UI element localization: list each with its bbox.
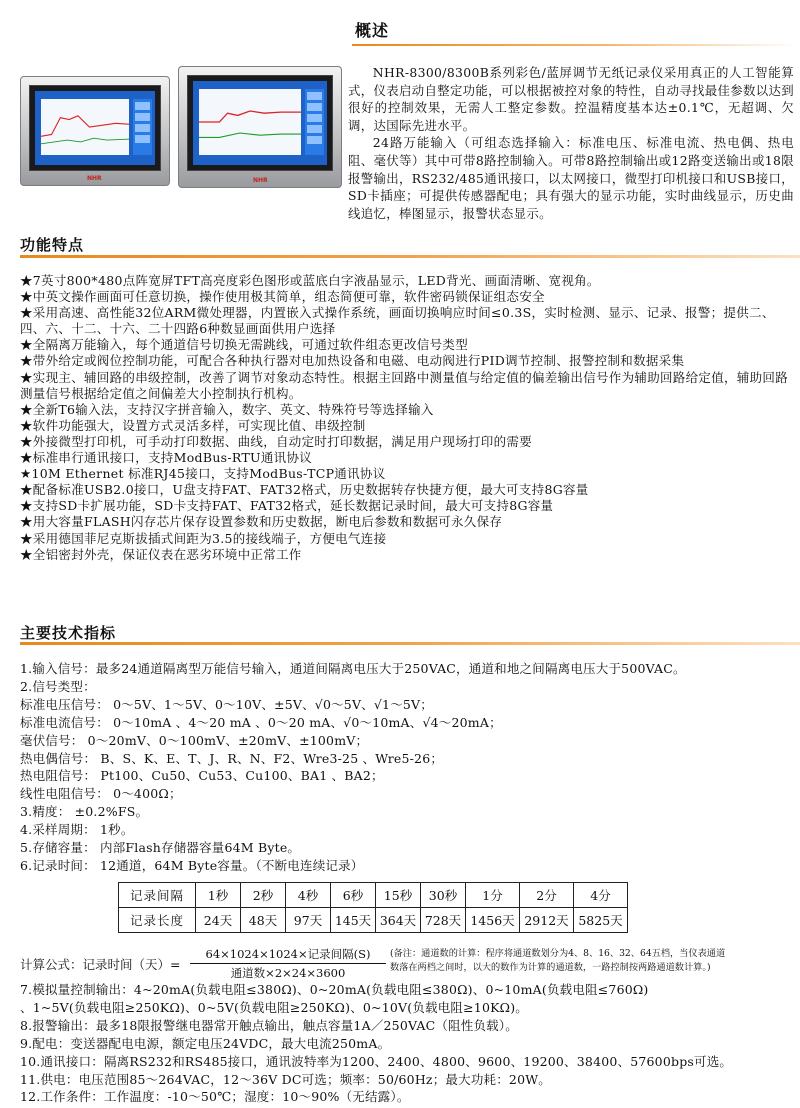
spec-line: 热电阻信号： Pt100、Cu50、Cu53、Cu100、BA1 、BA2； bbox=[20, 768, 384, 784]
spec-line: 8.报警输出：最多18限报警继电器常开触点输出，触点容量1A／250VAC（阻性负载）。 bbox=[20, 1017, 518, 1033]
specs-list bbox=[20, 660, 798, 875]
feature-item: ★全新T6输入法，支持汉字拼音输入，数字、英文、特殊符号等选择输入 bbox=[20, 401, 434, 417]
feature-item: ★配备标准USB2.0接口，U盘支持FAT、FAT32格式，历史数据转存快捷方便，最大可支持8G容量 bbox=[20, 482, 589, 498]
spec-line: 标准电压信号： 0～5V、1～5V、0～10V、±5V、√0～5V、√1～5V； bbox=[20, 696, 433, 712]
formula-denominator: 通道数×2×24×3600 bbox=[230, 966, 346, 980]
overview-paragraph: NHR-8300/8300B系列彩色/蓝屏调节无纸记录仪采用真正的人工智能算式，仪表启动自整定功能，可以根据被控对象的特性，自动寻找最佳参数以达到很好的控制效果，无需人工整定参数。控温精度基本达±0.1℃，无超调、欠调，达国际先进水平。 bbox=[348, 65, 794, 133]
table-cell: 728天 bbox=[421, 908, 466, 933]
specs-list-continued bbox=[20, 981, 798, 1106]
record-time-table bbox=[118, 882, 628, 933]
feature-item: ★10M Ethernet 标准RJ45接口，支持ModBus-TCP通讯协议 bbox=[20, 466, 386, 482]
formula-note-line: (备注：通道数的计算：程序将通道数划分为4、8、16、32、64五档，当仪表通道 bbox=[390, 948, 726, 959]
formula-lead: 计算公式：记录时间（天）= bbox=[20, 957, 181, 972]
formula-note bbox=[390, 947, 798, 975]
spec-line: 7.模拟量控制输出：4~20mA(负载电阻≤380Ω)、0~20mA(负载电阻≤380Ω)、0~10mA(负载电阻≤760Ω) bbox=[20, 982, 649, 997]
feature-item: ★支持SD卡扩展功能，SD卡支持FAT、FAT32格式，延长数据记录时间，最大可支持8G容量 bbox=[20, 498, 554, 514]
spec-line: 热电偶信号： B、S、K、E、T、J、R、N、F2、Wre3-25 、Wre5-26； bbox=[20, 750, 444, 766]
spec-line: 毫伏信号： 0～20mV、0～100mV、±20mV、±100mV； bbox=[20, 732, 369, 748]
table-cell: 6秒 bbox=[331, 883, 376, 908]
table-cell: 1分 bbox=[466, 883, 520, 908]
overview-divider bbox=[352, 44, 800, 46]
spec-line: 11.供电：电压范围85～264VAC，12～36V DC可选；频率：50/60Hz；最大功耗：20W。 bbox=[20, 1071, 551, 1087]
feature-item: ★全隔离万能输入，每个通道信号切换无需跳线，可通过软件组态更改信号类型 bbox=[20, 337, 469, 353]
feature-item: ★全铝密封外壳，保证仪表在恶劣环境中正常工作 bbox=[20, 546, 302, 562]
features-list bbox=[20, 273, 794, 563]
device-logo: NHR bbox=[87, 175, 102, 182]
spec-line: 2.信号类型： bbox=[20, 678, 96, 694]
features-divider bbox=[20, 255, 800, 258]
feature-item: ★7英寸800*480点阵宽屏TFT高亮度彩色图形或蓝底白字液晶显示，LED背光、画面清晰、宽视角。 bbox=[20, 273, 600, 288]
spec-line: 1.输入信号：最多24通道隔离型万能信号输入，通道间隔离电压大于250VAC，通道和地之间隔离电压大于500VAC。 bbox=[20, 661, 686, 676]
overview-body bbox=[348, 64, 794, 222]
recorder-device-left bbox=[20, 76, 170, 186]
table-row bbox=[119, 908, 628, 933]
table-header-cell: 记录长度 bbox=[119, 908, 196, 933]
feature-item: ★软件功能强大，设置方式灵活多样，可实现比值、串级控制 bbox=[20, 417, 366, 433]
spec-line: 标准电流信号： 0～10mA 、4～20 mA 、0～20 mA、√0～10mA、√4～20mA； bbox=[20, 714, 502, 730]
table-cell: 48天 bbox=[241, 908, 286, 933]
feature-item: ★用大容量FLASH闪存芯片保存设置参数和历史数据，断电后参数和数据可永久保存 bbox=[20, 514, 503, 530]
overview-paragraph: 24路万能输入（可组态选择输入：标准电压、标准电流、热电偶、热电阻、毫伏等）其中可带8路控制输入。可带8路控制输出或12路变送输出或18限报警输出，RS232/485通讯接口，以太网接口，微型打印机接口和USB接口，SD卡插座；可提供传感器配电；具有强大的显示功能，实时曲线显示，历史曲线追忆，棒图显示，报警状态显示。 bbox=[348, 135, 794, 221]
spec-line: 10.通讯接口：隔离RS232和RS485接口，通讯波特率为1200、2400、4800、9600、19200、38400、57600bps可选。 bbox=[20, 1053, 733, 1069]
table-cell: 2秒 bbox=[241, 883, 286, 908]
spec-line: 4.采样周期： 1秒。 bbox=[20, 822, 134, 838]
table-header-cell: 记录间隔 bbox=[119, 883, 196, 908]
spec-line: 3.精度： ±0.2%FS。 bbox=[20, 804, 149, 820]
table-cell: 24天 bbox=[196, 908, 241, 933]
features-heading: 功能特点 bbox=[20, 236, 85, 254]
table-cell: 4分 bbox=[574, 883, 628, 908]
overview-heading: 概述 bbox=[355, 21, 390, 40]
table-cell: 145天 bbox=[331, 908, 376, 933]
spec-line: 12.工作条件：工作温度：-10～50℃；湿度：10～90%（无结露）。 bbox=[20, 1089, 410, 1105]
product-photo bbox=[20, 66, 344, 186]
table-cell: 2912天 bbox=[520, 908, 574, 933]
table-row bbox=[119, 883, 628, 908]
spec-line: 线性电阻信号： 0～400Ω； bbox=[20, 786, 182, 802]
table-cell: 15秒 bbox=[376, 883, 421, 908]
table-cell: 30秒 bbox=[421, 883, 466, 908]
spec-line: 、1~5V(负载电阻≥250KΩ)、0~5V(负载电阻≥250KΩ)、0~10V(负载电阻≥10KΩ)。 bbox=[20, 999, 528, 1015]
table-cell: 97天 bbox=[286, 908, 331, 933]
table-cell: 1秒 bbox=[196, 883, 241, 908]
feature-item: ★采用德国菲尼克斯拔插式间距为3.5的接线端子，方便电气连接 bbox=[20, 530, 387, 546]
formula-numerator: 64×1024×1024×记录间隔(S) bbox=[190, 946, 386, 964]
feature-item: ★带外给定或阀位控制功能，可配合各种执行器对电加热设备和电磁、电动阀进行PID调节控制、报警控制和数据采集 bbox=[20, 353, 685, 369]
spec-line: 9.配电：变送器配电电源，额定电压24VDC，最大电流250mA。 bbox=[20, 1035, 391, 1051]
table-cell: 5825天 bbox=[574, 908, 628, 933]
formula-fraction bbox=[190, 946, 386, 981]
feature-item: ★实现主、辅回路的串级控制，改善了调节对象动态特性。根据主回路中测量值与给定值的偏差输出信号作为辅助回路给定值，辅助回路测量信号根据给定值之间偏差大小控制执行机构。 bbox=[20, 369, 789, 401]
device-logo: NHR bbox=[253, 177, 268, 184]
formula-note-line: 数落在两档之间时，以大的数作为计算的通道数，一路控制按两路通道数计算。) bbox=[390, 962, 711, 973]
recorder-device-right bbox=[178, 66, 342, 188]
table-cell: 4秒 bbox=[286, 883, 331, 908]
specs-divider bbox=[20, 642, 800, 645]
feature-item: ★采用高速、高性能32位ARM微处理器，内置嵌入式操作系统，画面切换响应时间≤0.3S，实时检测、显示、记录、报警；提供二、四、六、十二、十六、二十四路6种数显画面供用户选择 bbox=[20, 305, 775, 337]
table-cell: 364天 bbox=[376, 908, 421, 933]
table-cell: 1456天 bbox=[466, 908, 520, 933]
record-time-formula bbox=[20, 946, 800, 980]
spec-line: 6.记录时间： 12通道，64M Byte容量。（不断电连续记录） bbox=[20, 857, 364, 873]
table-cell: 2分 bbox=[520, 883, 574, 908]
feature-item: ★标准串行通讯接口，支持ModBus-RTU通讯协议 bbox=[20, 450, 313, 466]
specs-heading: 主要技术指标 bbox=[20, 624, 117, 642]
feature-item: ★中英文操作画面可任意切换，操作使用极其简单，组态简便可靠，软件密码锁保证组态安全 bbox=[20, 289, 545, 305]
spec-line: 5.存储容量： 内部Flash存储器容量64M Byte。 bbox=[20, 840, 301, 856]
feature-item: ★外接微型打印机，可手动打印数据、曲线，自动定时打印数据，满足用户现场打印的需要 bbox=[20, 433, 533, 449]
